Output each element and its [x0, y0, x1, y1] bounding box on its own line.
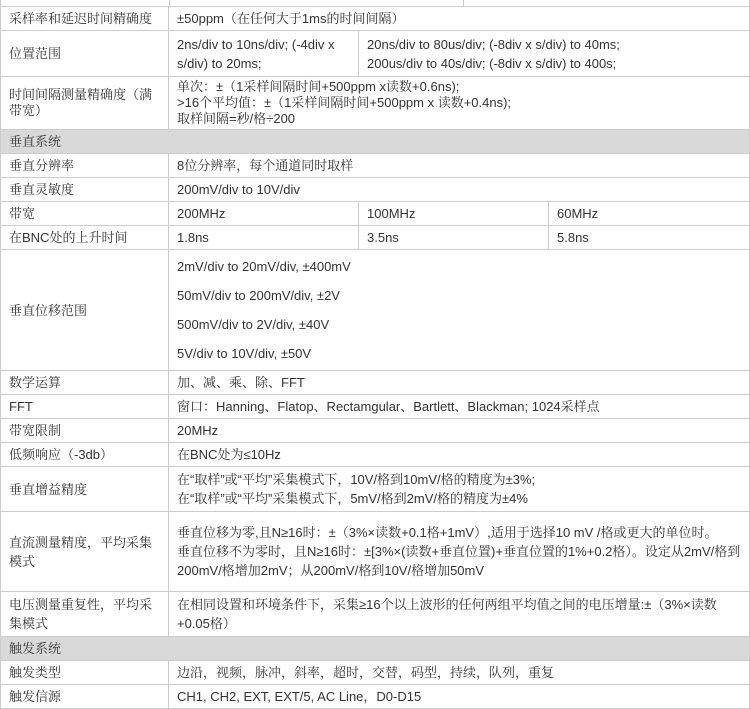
value-line: 20ns/div to 80us/div; (-8div x s/div) to 40ms;: [367, 36, 620, 52]
row-value: [169, 467, 750, 512]
row-label: 垂直分辨率: [1, 154, 169, 178]
row-value: 加、减、乘、除、FFT: [169, 371, 750, 395]
row-trigger-type: [1, 661, 750, 685]
row-label: 垂直位移范围: [1, 250, 169, 371]
row-value: ±50ppm（在任何大于1ms的时间间隔）: [169, 7, 750, 31]
value-line: 取样间隔=秒/格÷200: [177, 111, 296, 126]
row-value-col2: 100MHz: [359, 202, 549, 226]
row-vertical-sensitivity: [1, 178, 750, 202]
value-line: >16个平均值：±（1采样间隔时间+500ppm x 读数+0.4ns);: [177, 95, 512, 110]
row-vertical-offset-range: [1, 250, 750, 371]
row-value: 边沿，视频，脉冲，斜率，超时，交替，码型，持续，队列，重复: [169, 661, 750, 685]
value-paragraph: 50mV/div to 200mV/div, ±2V: [177, 288, 340, 303]
cut-off-top-row: [0, 0, 750, 6]
value-line: 单次：±（1采样间隔时间+500ppm x读数+0.6ns);: [177, 79, 460, 94]
row-fft: [1, 395, 750, 419]
row-label: 电压测量重复性，平均采集模式: [1, 592, 169, 637]
section-header-trigger-system: [1, 637, 750, 661]
row-value-col1: 2ns/div to 10ns/div; (-4div x s/div) to 20ms;: [169, 31, 359, 77]
row-value: 在相同设置和环境条件下，采集≥16个以上波形的任何两组平均值之间的电压增量:±（3%×读数+0.05格）: [169, 592, 750, 637]
row-label: 在BNC处的上升时间: [1, 226, 169, 250]
row-label: 带宽: [1, 202, 169, 226]
row-value-col3: 60MHz: [549, 202, 750, 226]
row-value-col2: [359, 31, 750, 77]
row-label: 采样率和延迟时间精确度: [1, 7, 169, 31]
row-trigger-source: [1, 685, 750, 709]
row-position-range: [1, 31, 750, 77]
section-header-label: 触发系统: [1, 637, 750, 661]
row-label: 垂直灵敏度: [1, 178, 169, 202]
row-time-interval-accuracy: [1, 77, 750, 130]
row-bandwidth-limit: [1, 419, 750, 443]
row-value: [169, 512, 750, 592]
row-value-col1: 1.8ns: [169, 226, 359, 250]
value-paragraph: 5V/div to 10V/div, ±50V: [177, 346, 312, 361]
value-line: 200us/div to 40s/div; (-8div x s/div) to 400s;: [367, 55, 617, 71]
row-value-col3: 5.8ns: [549, 226, 750, 250]
row-label: 时间间隔测量精确度（满带宽）: [1, 77, 169, 130]
row-vertical-gain-accuracy: [1, 467, 750, 512]
row-sample-rate-accuracy: [1, 7, 750, 31]
row-label: 垂直增益精度: [1, 467, 169, 512]
cell-divider: [169, 0, 170, 6]
row-value: [169, 250, 750, 371]
row-value: 200mV/div to 10V/div: [169, 178, 750, 202]
row-value: 20MHz: [169, 419, 750, 443]
row-label: 触发信源: [1, 685, 169, 709]
row-rise-time: [1, 226, 750, 250]
spec-table: [0, 6, 750, 709]
row-label: 低频响应（-3db）: [1, 443, 169, 467]
value-line: 在“取样”或“平均”采集模式下，10V/格到10mV/格的精度为±3%;: [177, 472, 536, 487]
value-paragraph: 2mV/div to 20mV/div, ±400mV: [177, 259, 351, 274]
cell-divider: [463, 0, 464, 6]
row-voltage-repeatability: [1, 592, 750, 637]
value-paragraph: 垂直位移为零,且N≥16时：±（3%×读数+0.1格+1mV）,适用于选择10 mV /格或更大的单位时。: [177, 525, 718, 540]
row-value: 窗口：Hanning、Flatop、Rectamgular、Bartlett、Blackman; 1024采样点: [169, 395, 750, 419]
value-line: 在“取样”或“平均”采集模式下，5mV/格到2mV/格的精度为±4%: [177, 491, 528, 506]
row-value: 在BNC处为≤10Hz: [169, 443, 750, 467]
value-paragraph: 500mV/div to 2V/div, ±40V: [177, 317, 330, 332]
row-bandwidth: [1, 202, 750, 226]
row-label: 直流测量精度，平均采集模式: [1, 512, 169, 592]
value-paragraph: 垂直位移不为零时，且N≥16时：±[3%×(读数+垂直位置)+垂直位置的1%+0.2格）。设定从2mV/格到200mV/格增加2mV；从200mV/格到10V/格增加50mV: [177, 544, 741, 578]
section-header-vertical-system: [1, 130, 750, 154]
row-vertical-resolution: [1, 154, 750, 178]
row-low-freq-response: [1, 443, 750, 467]
row-value-col1: 200MHz: [169, 202, 359, 226]
row-label: 带宽限制: [1, 419, 169, 443]
row-value-col2: 3.5ns: [359, 226, 549, 250]
row-label: 触发类型: [1, 661, 169, 685]
row-label: 数学运算: [1, 371, 169, 395]
row-value: [169, 77, 750, 130]
row-value: 8位分辨率，每个通道同时取样: [169, 154, 750, 178]
row-math-operations: [1, 371, 750, 395]
row-label: 位置范围: [1, 31, 169, 77]
row-label: FFT: [1, 395, 169, 419]
row-dc-measure-accuracy: [1, 512, 750, 592]
section-header-label: 垂直系统: [1, 130, 750, 154]
row-value: CH1, CH2, EXT, EXT/5, AC Line，D0-D15: [169, 685, 750, 709]
